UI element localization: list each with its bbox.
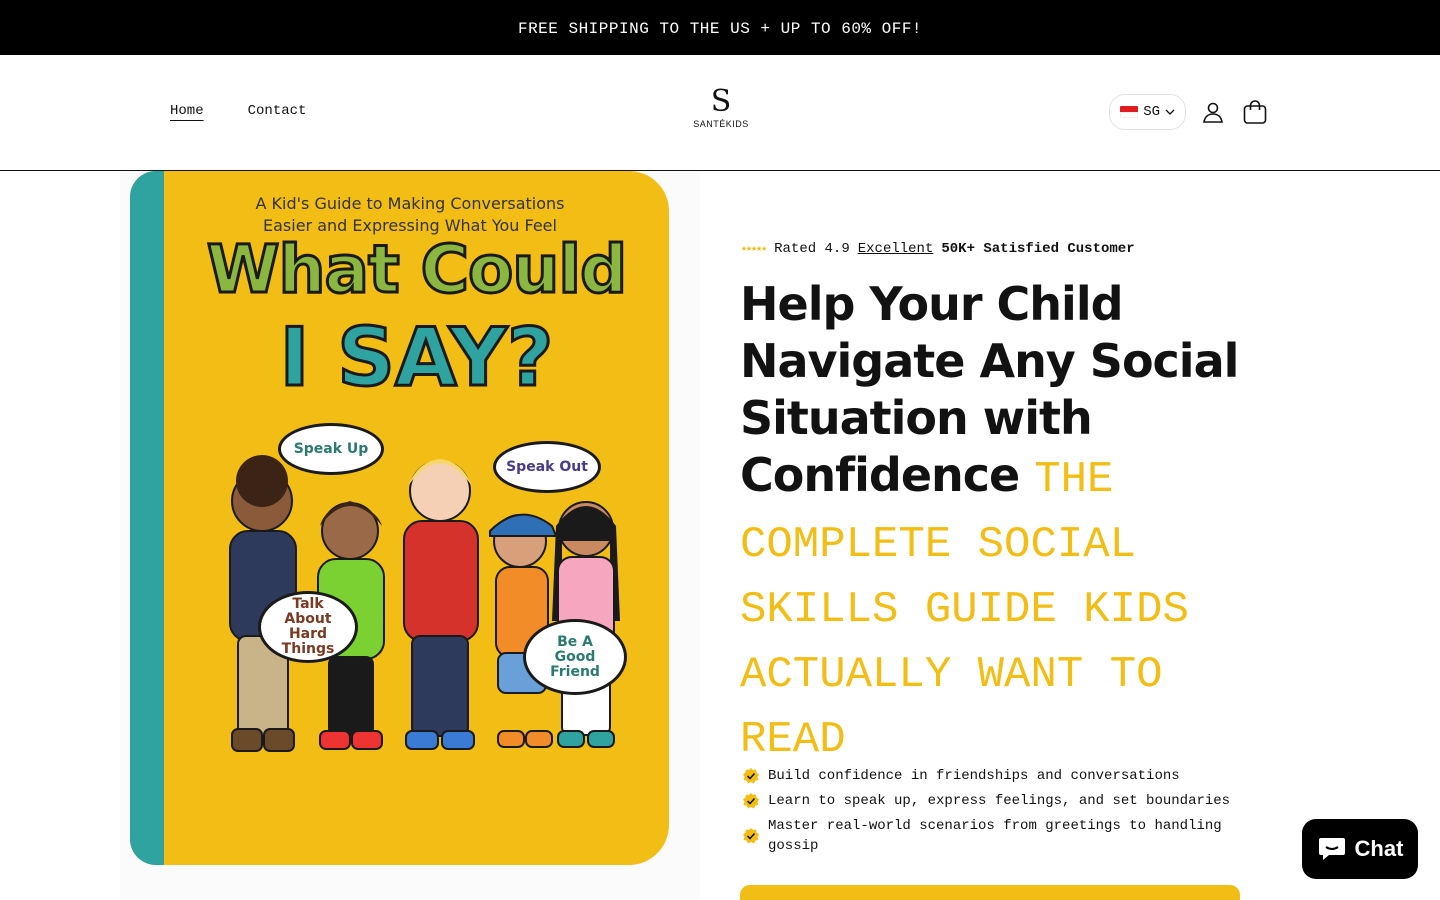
rating-excellent-link[interactable]: Excellent bbox=[857, 241, 934, 257]
site-header bbox=[0, 55, 1440, 171]
nav-home[interactable]: Home bbox=[170, 103, 204, 119]
brand-logo[interactable] bbox=[691, 84, 751, 129]
benefit-item bbox=[742, 791, 1242, 811]
headline-line: Situation with bbox=[740, 391, 1092, 445]
bubble-be-a-good-friend: Be A Good Friend bbox=[523, 619, 627, 695]
singapore-flag-icon bbox=[1120, 106, 1138, 118]
cover-title-line2: I SAY? bbox=[279, 311, 554, 404]
benefit-text: Learn to speak up, express feelings, and set boundaries bbox=[768, 793, 1231, 809]
headline-line: Confidence bbox=[740, 448, 1020, 502]
benefit-text: Build confidence in friendships and conversations bbox=[768, 768, 1180, 784]
add-to-cart-button[interactable] bbox=[740, 885, 1240, 900]
cover-title-line1: What Could bbox=[206, 231, 627, 308]
bubble-talk-about-hard-things: Talk About Hard Things bbox=[258, 591, 358, 663]
bubble-speak-up: Speak Up bbox=[278, 423, 384, 475]
cart-icon[interactable] bbox=[1240, 97, 1270, 127]
chevron-down-icon bbox=[1165, 107, 1175, 117]
account-icon[interactable] bbox=[1198, 97, 1228, 127]
book-cover bbox=[130, 171, 669, 865]
benefit-text: Master real-world scenarios from greetings to handling gossip bbox=[768, 818, 1222, 854]
book-spine bbox=[130, 171, 164, 865]
headline-line: Help Your Child bbox=[740, 277, 1123, 331]
cover-subtitle-line: Easier and Expressing What You Feel bbox=[263, 216, 557, 235]
chat-bubble-icon bbox=[1317, 835, 1347, 863]
header-actions bbox=[1109, 94, 1270, 130]
main-nav bbox=[170, 103, 306, 119]
headline-highlight: THE COMPLETE SOCIAL SKILLS GUIDE KIDS ACTUALLY WANT TO READ bbox=[740, 455, 1189, 765]
logo-mark: S bbox=[710, 84, 732, 119]
product-headline bbox=[740, 276, 1240, 772]
nav-contact[interactable]: Contact bbox=[247, 103, 307, 119]
rating-text: Rated 4.9 bbox=[774, 241, 850, 257]
bubble-speak-out: Speak Out bbox=[493, 441, 601, 493]
announcement-bar bbox=[0, 0, 1440, 55]
benefit-item bbox=[742, 816, 1242, 856]
chat-button[interactable] bbox=[1302, 819, 1418, 879]
customer-count: 50K+ Satisfied Customer bbox=[941, 241, 1135, 257]
benefit-item bbox=[742, 766, 1242, 786]
chat-label: Chat bbox=[1354, 836, 1404, 861]
announcement-text: FREE SHIPPING TO THE US + UP TO 60% OFF! bbox=[517, 19, 923, 38]
cover-subtitle-line: A Kid's Guide to Making Conversations bbox=[255, 194, 565, 213]
country-selector[interactable] bbox=[1109, 94, 1186, 130]
country-code: SG bbox=[1143, 104, 1160, 120]
check-badge-icon bbox=[742, 792, 760, 810]
check-badge-icon bbox=[742, 767, 760, 785]
check-badge-icon bbox=[742, 827, 760, 845]
rating-row bbox=[741, 241, 1135, 257]
headline-line: Navigate Any Social bbox=[740, 334, 1239, 388]
star-rating-icon: ★★★★★ bbox=[741, 244, 767, 255]
benefits-list bbox=[742, 766, 1242, 861]
product-image[interactable] bbox=[120, 171, 700, 900]
logo-wordmark: SANTÉKIDS bbox=[693, 119, 749, 129]
